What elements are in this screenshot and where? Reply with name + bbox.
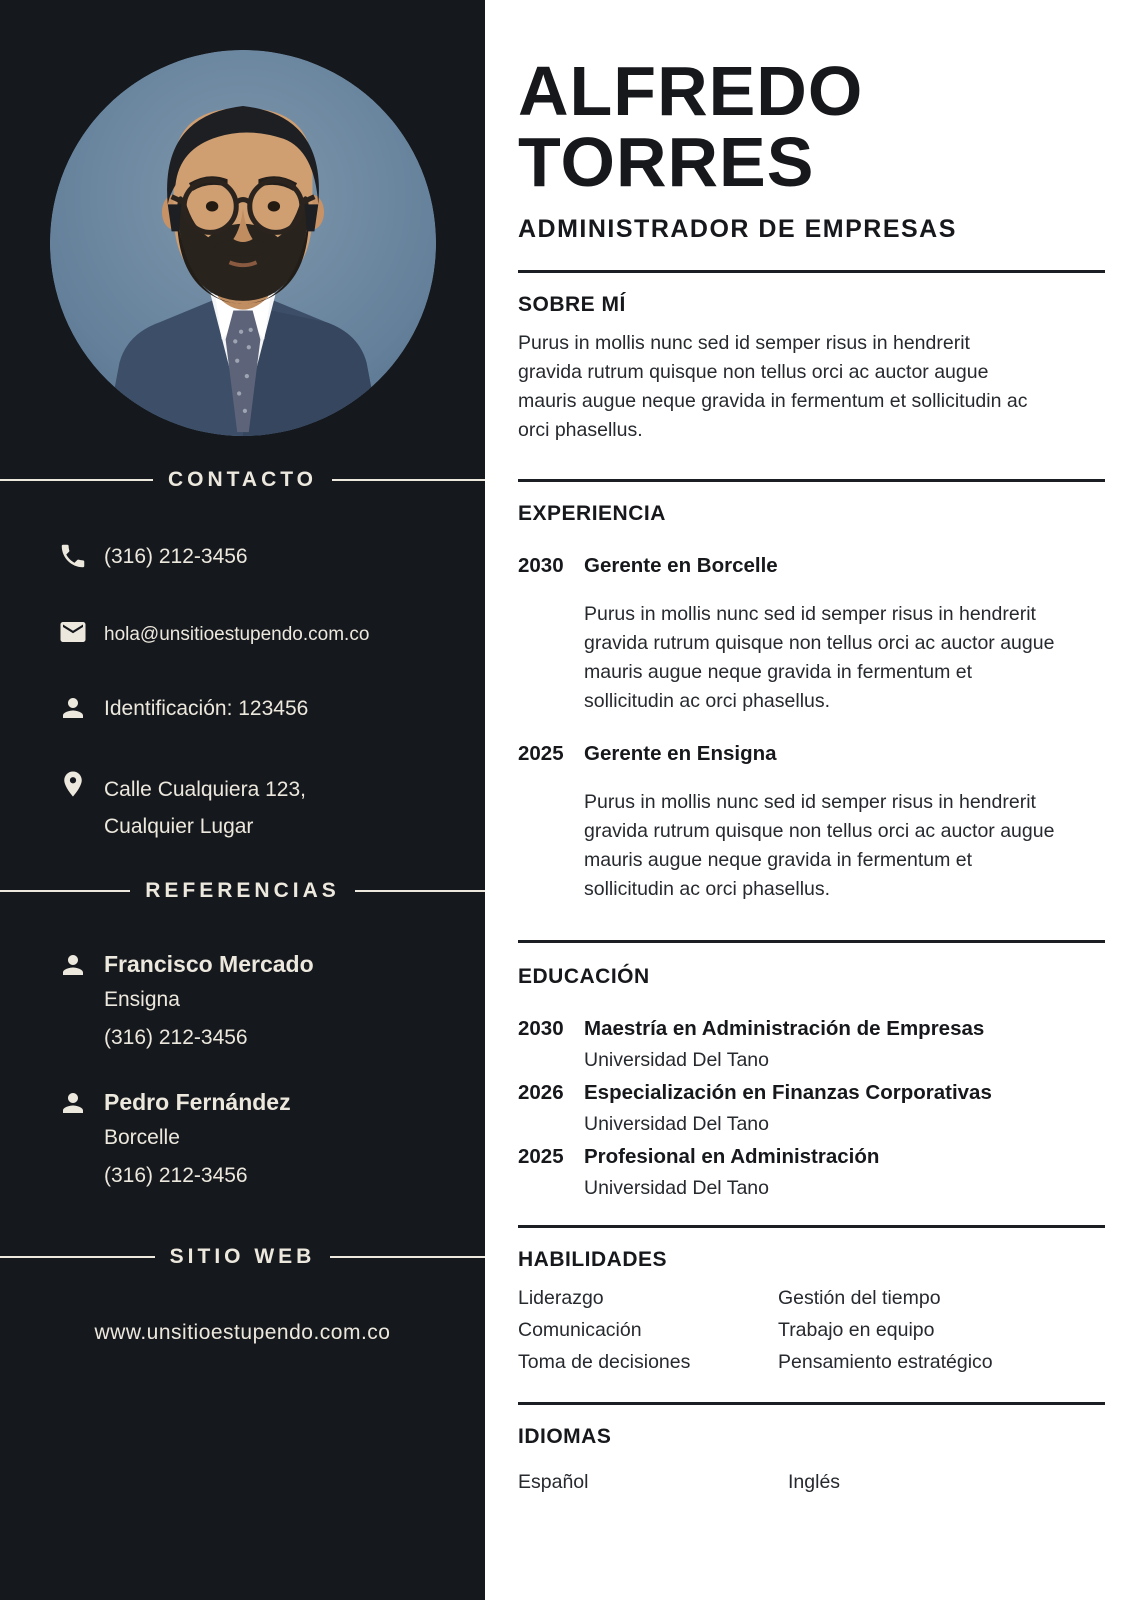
language-item: Inglés (788, 1470, 841, 1493)
experience-description: Purus in mollis nunc sed id semper risus in hendrerit gravida rutrum quisque non tellus orci ac auctor augue mauris augue neque gravida in fermentum et sollicitudin ac orci phasellus. (584, 602, 1055, 712)
experience-item (518, 554, 1105, 716)
experience-role: Gerente en Borcelle (584, 553, 778, 577)
reference-company: Borcelle (104, 1126, 180, 1149)
education-item (518, 1077, 1105, 1141)
experience-role: Gerente en Ensigna (584, 741, 777, 765)
skill-item: Toma de decisiones (518, 1350, 691, 1373)
website-url: www.unsitioestupendo.com.co (94, 1321, 391, 1344)
education-details (584, 1013, 984, 1077)
name-line-1: ALFREDO (518, 52, 864, 130)
contacto-heading (0, 468, 485, 492)
experience-item (518, 742, 1105, 904)
reference-details (104, 1085, 291, 1195)
heading-rule (355, 890, 485, 892)
heading-rule (0, 890, 130, 892)
education-details (584, 1141, 879, 1205)
section-divider (518, 270, 1105, 273)
main-content (485, 0, 1131, 1600)
skill-item: Gestión del tiempo (778, 1286, 941, 1309)
experience-header (518, 554, 1105, 578)
education-year: 2030 (518, 1016, 564, 1040)
contact-item-email (55, 614, 485, 656)
experience-description: Purus in mollis nunc sed id semper risus in hendrerit gravida rutrum quisque non tellus orci ac auctor augue mauris augue neque gravida in fermentum et sollicitudin ac orci phasellus. (584, 790, 1055, 900)
email-icon (55, 614, 91, 650)
education-school: Universidad Del Tano (584, 1176, 769, 1199)
references-list (55, 947, 485, 1195)
reference-phone: (316) 212-3456 (104, 1026, 248, 1049)
phone-number: (316) 212-3456 (104, 545, 248, 568)
education-year: 2025 (518, 1144, 564, 1168)
email-address: hola@unsitioestupendo.com.co (104, 624, 370, 645)
education-item (518, 1141, 1105, 1205)
education-school: Universidad Del Tano (584, 1048, 769, 1071)
educacion-title: EDUCACIÓN (518, 964, 650, 988)
contact-item-id (55, 690, 485, 732)
skill-item: Trabajo en equipo (778, 1318, 935, 1341)
referencias-heading (0, 879, 485, 903)
address-line-2: Cualquier Lugar (104, 815, 254, 838)
heading-rule (0, 479, 153, 481)
reference-company: Ensigna (104, 988, 180, 1011)
referencias-title: REFERENCIAS (145, 879, 340, 902)
section-divider (518, 479, 1105, 482)
contact-item-address (55, 766, 485, 845)
address-line-1: Calle Cualquiera 123, (104, 778, 306, 801)
skill-item: Pensamiento estratégico (778, 1350, 993, 1373)
reference-name: Pedro Fernández (104, 1089, 291, 1115)
reference-name: Francisco Mercado (104, 951, 314, 977)
education-school: Universidad Del Tano (584, 1112, 769, 1135)
person-icon (55, 947, 91, 983)
section-divider (518, 940, 1105, 943)
name-line-2: TORRES (518, 123, 815, 202)
education-degree: Especialización en Finanzas Corporativas (584, 1080, 992, 1104)
habilidades-title: HABILIDADES (518, 1247, 668, 1271)
contacto-title: CONTACTO (167, 468, 318, 491)
person-icon (55, 1085, 91, 1121)
heading-rule (332, 479, 485, 481)
heading-rule (330, 1256, 485, 1258)
skill-item: Comunicación (518, 1318, 642, 1341)
experience-year: 2030 (518, 553, 564, 577)
reference-entry (55, 947, 485, 1057)
education-year: 2026 (518, 1080, 564, 1104)
heading-rule (0, 1256, 155, 1258)
address (104, 766, 306, 845)
section-divider (518, 1225, 1105, 1228)
sitio-web-heading (0, 1245, 485, 1269)
education-degree: Maestría en Administración de Empresas (584, 1016, 985, 1040)
contact-list (55, 538, 485, 845)
page-title (518, 52, 1105, 202)
job-title: ADMINISTRADOR DE EMPRESAS (518, 214, 957, 243)
contact-item-phone (55, 538, 485, 580)
location-icon (55, 766, 91, 802)
section-divider (518, 1402, 1105, 1405)
idiomas-title: IDIOMAS (518, 1424, 612, 1448)
profile-photo-illustration (50, 50, 436, 436)
education-details (584, 1077, 992, 1141)
education-list (518, 1013, 1105, 1205)
phone-icon (55, 538, 91, 574)
sitio-web-title: SITIO WEB (169, 1245, 316, 1268)
language-item: Español (518, 1470, 589, 1493)
experiencia-title: EXPERIENCIA (518, 501, 666, 525)
experience-year: 2025 (518, 741, 564, 765)
sobre-mi-text: Purus in mollis nunc sed id semper risus in hendrerit gravida rutrum quisque non tellus orci ac auctor augue mauris augue neque gravida in fermentum et sollicitudin ac orci phasellus. (518, 331, 1028, 441)
identification-number: Identificación: 123456 (104, 697, 309, 720)
education-item (518, 1013, 1105, 1077)
sidebar (0, 0, 485, 1600)
reference-entry (55, 1085, 485, 1195)
reference-details (104, 947, 314, 1057)
languages-list (518, 1467, 1105, 1497)
reference-phone: (316) 212-3456 (104, 1164, 248, 1187)
experience-header (518, 742, 1105, 766)
education-degree: Profesional en Administración (584, 1144, 880, 1168)
person-icon (55, 690, 91, 726)
profile-photo (50, 50, 436, 436)
skill-item: Liderazgo (518, 1286, 604, 1309)
sobre-mi-title: SOBRE MÍ (518, 292, 626, 316)
skills-grid (518, 1282, 1105, 1378)
